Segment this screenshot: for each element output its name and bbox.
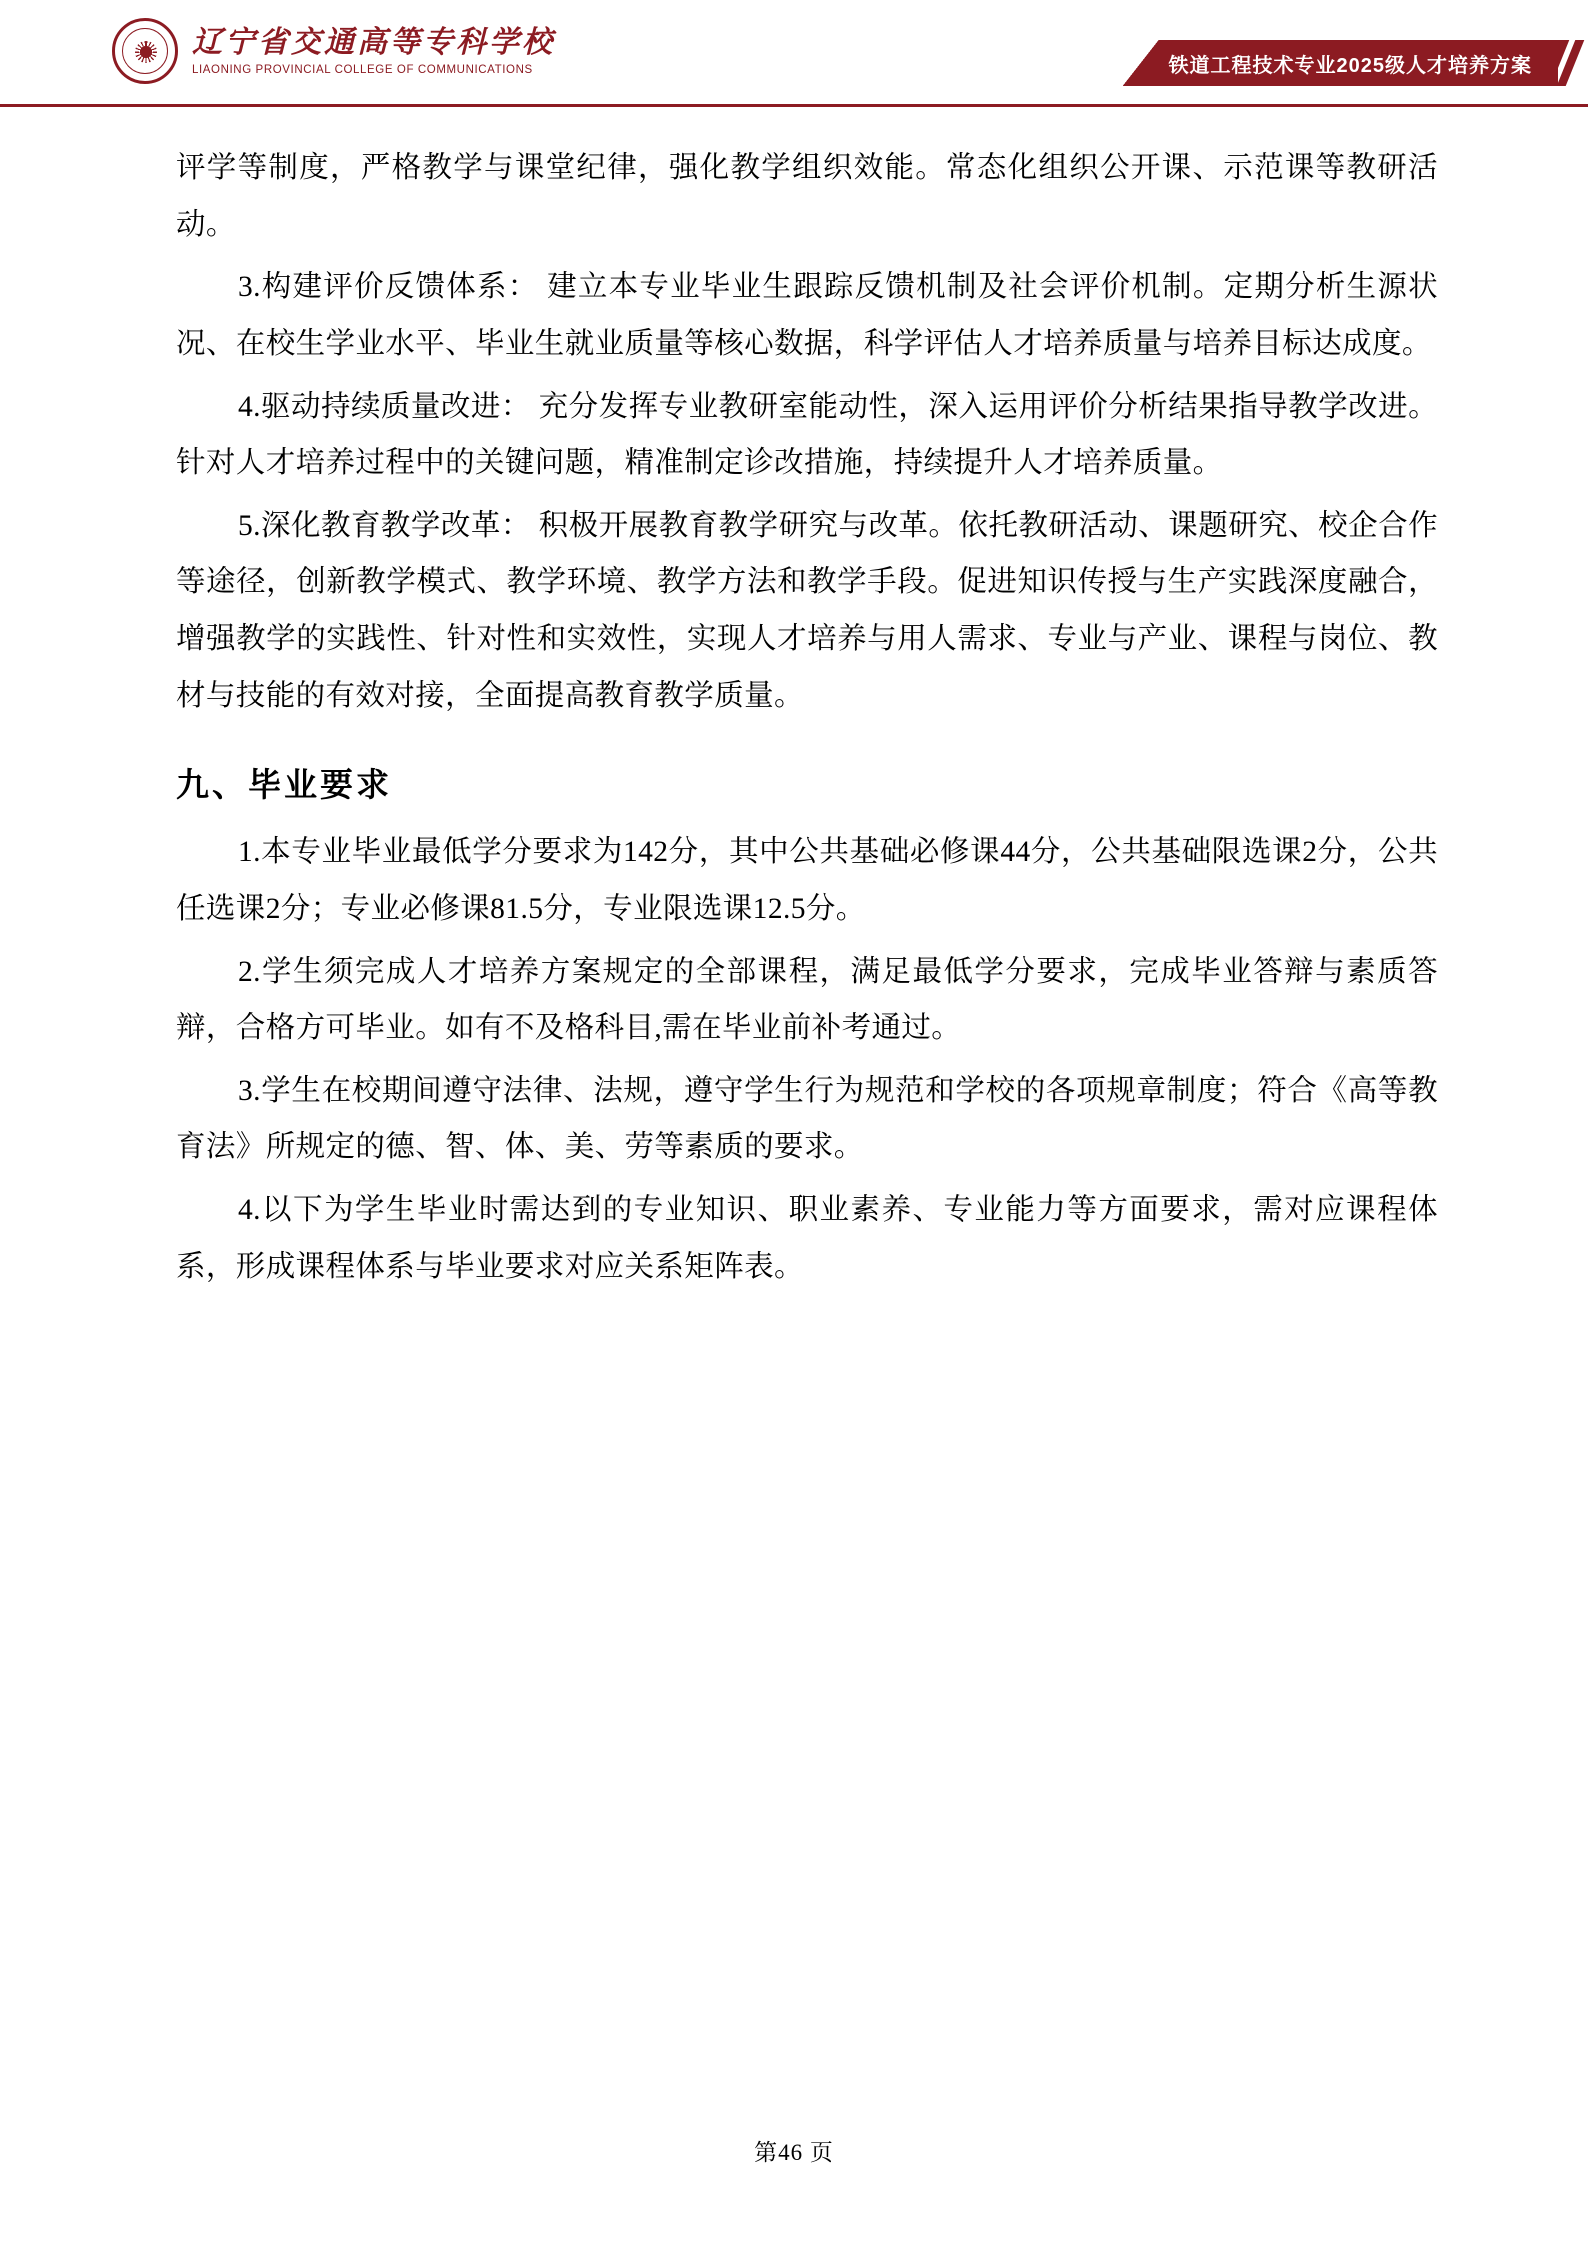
paragraph-continued: 评学等制度，严格教学与课堂纪律，强化教学组织效能。常态化组织公开课、示范课等教研活动。 (176, 152, 1438, 241)
page-content (176, 140, 1438, 1301)
requirement-item-2: 2.学生须完成人才培养方案规定的全部课程，满足最低学分要求，完成毕业答辩与素质答辩，合格方可毕业。如有不及格科目,需在毕业前补考通过。 (176, 955, 1438, 1045)
paragraph-item-5: 5.深化教育教学改革： 积极开展教育教学研究与改革。依托教研活动、课题研究、校企合作等途径，创新教学模式、教学环境、教学方法和教学手段。促进知识传授与生产实践深度融合，增强教学的实践性、针对性和实效性，实现人才培养与用人需求、专业与产业、课程与岗位、教材与技能的有效对接，全面提高教育教学质量。 (176, 509, 1438, 712)
banner-tail-shape (1558, 40, 1588, 86)
banner-wedge-shape (1123, 40, 1159, 86)
school-name-cn: 辽宁省交通高等专科学校 (192, 25, 555, 59)
paragraph-item-3: 3.构建评价反馈体系： 建立本专业毕业生跟踪反馈机制及社会评价机制。定期分析生源状况、在校生学业水平、毕业生就业质量等核心数据，科学评估人才培养质量与培养目标达成度。 (176, 271, 1438, 360)
header-banner (1123, 40, 1588, 86)
school-seal-icon (112, 18, 178, 84)
section-heading-graduation-requirements: 九、毕业要求 (176, 768, 392, 805)
requirement-item-3: 3.学生在校期间遵守法律、法规，遵守学生行为规范和学校的各项规章制度；符合《高等教育法》所规定的德、智、体、美、劳等素质的要求。 (176, 1074, 1438, 1164)
page-header (0, 0, 1588, 118)
page-number: 第46 页 (754, 2140, 834, 2165)
school-name-en: LIAONING PROVINCIAL COLLEGE OF COMMUNICATIONS (192, 64, 533, 77)
requirement-item-4: 4.以下为学生毕业时需达到的专业知识、职业素养、专业能力等方面要求，需对应课程体系，形成课程体系与毕业要求对应关系矩阵表。 (176, 1194, 1438, 1283)
requirement-item-1: 1.本专业毕业最低学分要求为142分，其中公共基础必修课44分，公共基础限选课2分，公共任选课2分；专业必修课81.5分，专业限选课12.5分。 (176, 836, 1438, 925)
header-divider (0, 104, 1588, 107)
school-logo (112, 18, 555, 84)
banner-title: 铁道工程技术专业2025级人才培养方案 (1159, 40, 1559, 86)
paragraph-item-4: 4.驱动持续质量改进： 充分发挥专业教研室能动性，深入运用评价分析结果指导教学改进。针对人才培养过程中的关键问题，精准制定诊改措施，持续提升人才培养质量。 (176, 390, 1438, 480)
school-logo-text (192, 26, 555, 77)
